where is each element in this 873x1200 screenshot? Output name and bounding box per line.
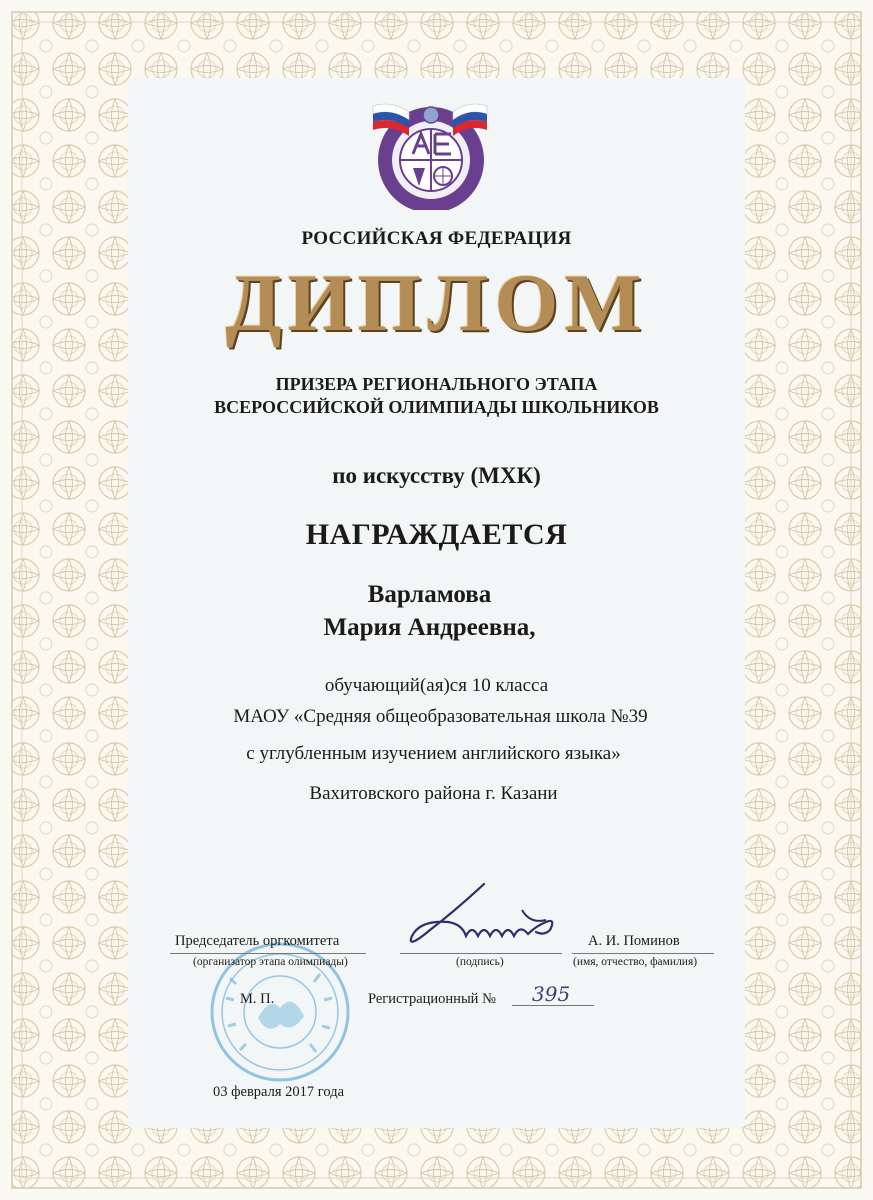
registration-number: 395	[532, 982, 571, 1006]
chairman-role: Председатель оргкомитета	[175, 933, 340, 949]
registration-label: Регистрационный №	[368, 991, 496, 1007]
diploma-title: ДИПЛОМ	[225, 257, 648, 348]
olympiad-logo	[369, 98, 489, 210]
signature-underline	[400, 953, 562, 954]
subject-line: по искусству (МХК)	[332, 463, 541, 488]
recipient-last-name: Варламова	[367, 581, 492, 608]
country-heading: РОССИЙСКАЯ ФЕДЕРАЦИЯ	[301, 228, 572, 249]
chairman-name: А. И. Поминов	[588, 933, 680, 949]
name-note: (имя, отчество, фамилия)	[573, 956, 698, 968]
awarded-heading: НАГРАЖДАЕТСЯ	[305, 518, 568, 551]
school-line-2: с углубленным изучением английского языка»	[246, 743, 621, 764]
signature-note: (подпись)	[456, 956, 504, 968]
name-underline	[572, 953, 714, 954]
role-note: (организатор этапа олимпиады)	[193, 956, 348, 968]
recipient-first-names: Мария Андреевна,	[323, 614, 536, 641]
seal-label: М. П.	[240, 991, 275, 1007]
registration-underline	[512, 1005, 594, 1006]
district-line: Вахитовского района г. Казани	[309, 783, 558, 804]
handwritten-signature	[396, 880, 566, 960]
role-underline	[170, 953, 366, 954]
school-line-1: МАОУ «Средняя общеобразовательная школа №39	[233, 706, 648, 727]
stage-line-2: ВСЕРОССИЙСКОЙ ОЛИМПИАДЫ ШКОЛЬНИКОВ	[214, 397, 659, 417]
issue-date: 03 февраля 2017 года	[213, 1084, 345, 1100]
class-line: обучающий(ая)ся 10 класса	[324, 675, 549, 696]
stage-line-1: ПРИЗЕРА РЕГИОНАЛЬНОГО ЭТАПА	[275, 374, 598, 394]
